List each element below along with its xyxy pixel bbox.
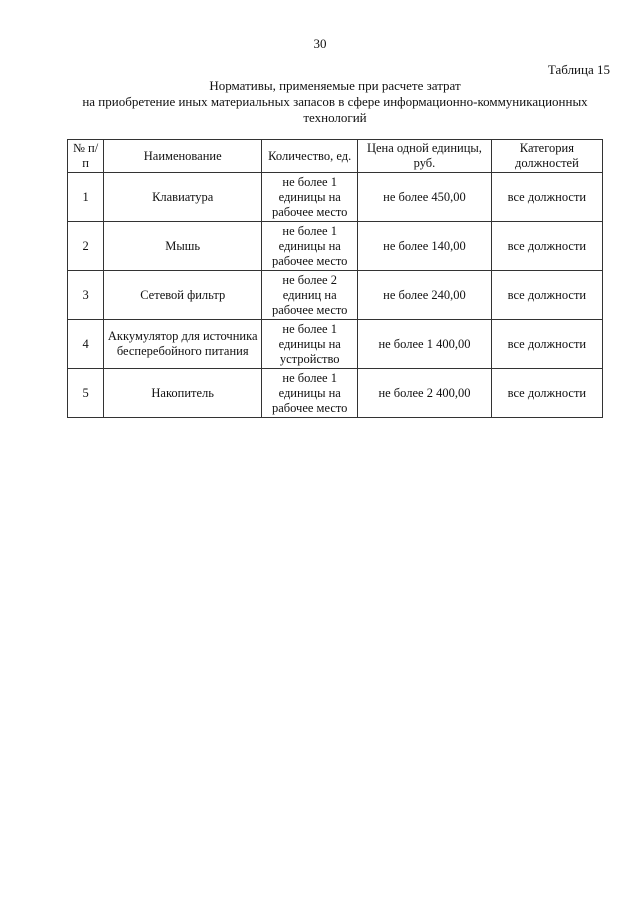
header-price: Цена одной единицы, руб. xyxy=(358,140,492,173)
cell-price: не более 240,00 xyxy=(358,271,492,320)
cell-category: все должности xyxy=(491,222,602,271)
cell-name: Сетевой фильтр xyxy=(104,271,262,320)
cell-category: все должности xyxy=(491,173,602,222)
cell-number: 1 xyxy=(68,173,104,222)
cell-price: не более 2 400,00 xyxy=(358,369,492,418)
table-row xyxy=(68,222,603,271)
table-title xyxy=(40,78,630,126)
cell-name: Мышь xyxy=(104,222,262,271)
cell-name: Накопитель xyxy=(104,369,262,418)
header-quantity: Количество, ед. xyxy=(262,140,358,173)
cell-quantity: не более 1 единицы на устройство xyxy=(262,320,358,369)
cell-category: все должности xyxy=(491,320,602,369)
cell-category: все должности xyxy=(491,369,602,418)
cell-number: 5 xyxy=(68,369,104,418)
cell-number: 3 xyxy=(68,271,104,320)
header-name: Наименование xyxy=(104,140,262,173)
table-label: Таблица 15 xyxy=(547,62,610,77)
table-row xyxy=(68,271,603,320)
table-row xyxy=(68,369,603,418)
page-number: 30 xyxy=(313,36,327,51)
cell-quantity: не более 1 единицы на рабочее место xyxy=(262,222,358,271)
cell-price: не более 140,00 xyxy=(358,222,492,271)
table-header-row xyxy=(68,140,603,173)
title-line-1: Нормативы, применяемые при расчете затрат xyxy=(209,78,461,93)
norms-table xyxy=(67,139,603,418)
table-row xyxy=(68,173,603,222)
cell-name: Клавиатура xyxy=(104,173,262,222)
cell-price: не более 1 400,00 xyxy=(358,320,492,369)
header-category: Категория должностей xyxy=(491,140,602,173)
cell-quantity: не более 2 единиц на рабочее место xyxy=(262,271,358,320)
cell-name: Аккумулятор для источника бесперебойного питания xyxy=(104,320,262,369)
cell-quantity: не более 1 единицы на рабочее место xyxy=(262,173,358,222)
title-line-3: технологий xyxy=(303,110,367,125)
cell-quantity: не более 1 единицы на рабочее место xyxy=(262,369,358,418)
cell-category: все должности xyxy=(491,271,602,320)
header-number: № п/п xyxy=(68,140,104,173)
cell-number: 4 xyxy=(68,320,104,369)
cell-price: не более 450,00 xyxy=(358,173,492,222)
cell-number: 2 xyxy=(68,222,104,271)
table-row xyxy=(68,320,603,369)
title-line-2: на приобретение иных материальных запасов в сфере информационно-коммуникационных xyxy=(82,94,588,109)
